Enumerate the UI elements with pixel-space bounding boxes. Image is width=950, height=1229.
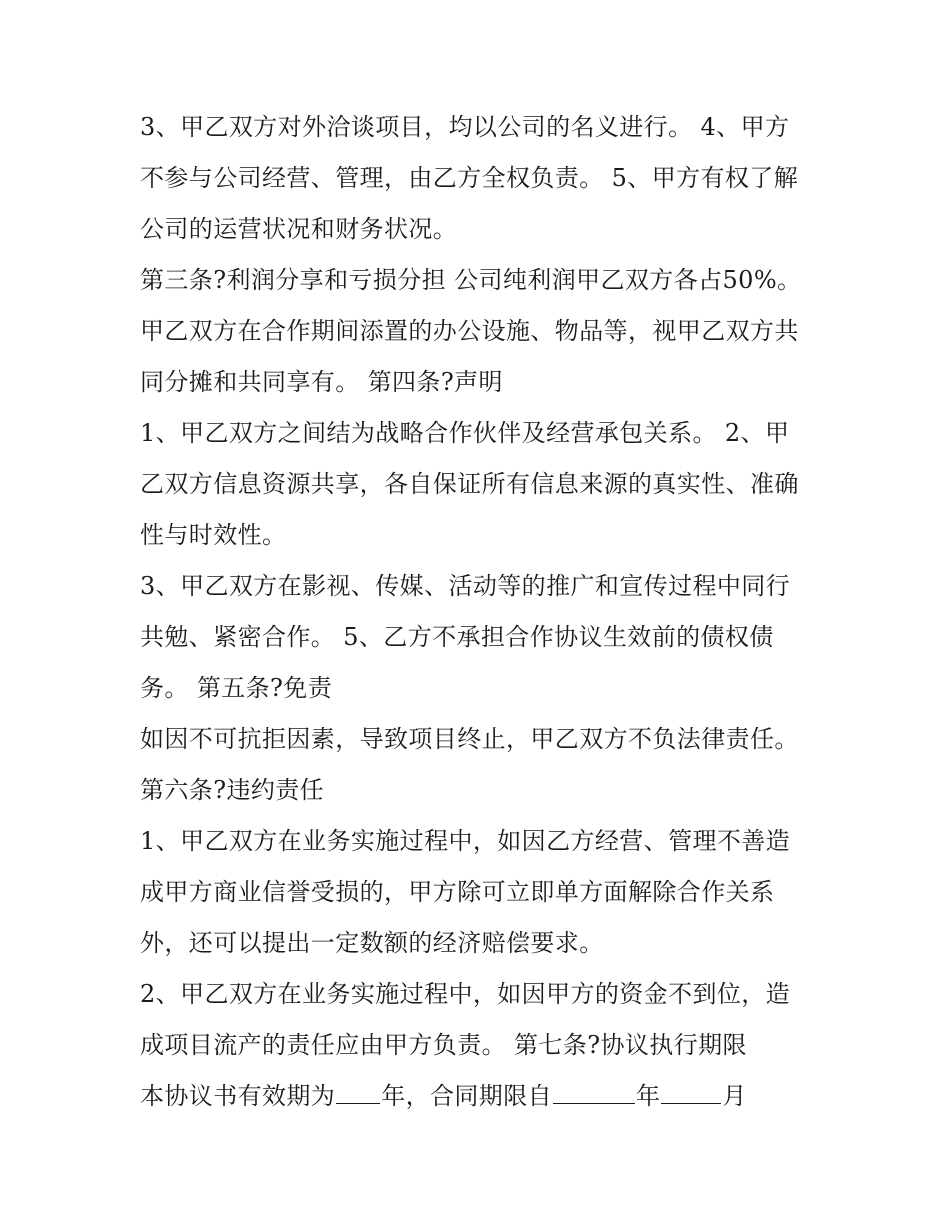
text-line: 不参与公司经营、管理，由乙方全权负责。 5、甲方有权了解 <box>140 164 799 192</box>
text-line: 1、甲乙双方在业务实施过程中，如因乙方经营、管理不善造 <box>140 827 791 855</box>
term-text-year: 年 <box>636 1082 661 1110</box>
text-line: 同分摊和共同享有。 第四条?声明 <box>140 368 503 396</box>
text-line: 公司的运营状况和财务状况。 <box>140 215 458 243</box>
term-text-period: 年，合同期限自 <box>381 1082 553 1110</box>
text-line: 3、甲乙双方对外洽谈项目，均以公司的名义进行。 4、甲方 <box>140 113 790 141</box>
term-text-validity: 本协议书有效期为 <box>140 1082 336 1110</box>
text-line: 乙双方信息资源共享，各自保证所有信息来源的真实性、准确 <box>140 470 799 498</box>
blank-start-month-field[interactable] <box>661 1073 721 1104</box>
text-line: 成项目流产的责任应由甲方负责。 第七条?协议执行期限 <box>140 1031 747 1059</box>
blank-years-field[interactable] <box>336 1073 380 1104</box>
blank-start-year-field[interactable] <box>553 1073 635 1104</box>
term-line <box>140 1071 820 1122</box>
text-line: 1、甲乙双方之间结为战略合作伙伴及经营承包关系。 2、甲 <box>140 419 790 447</box>
text-line: 甲乙双方在合作期间添置的办公设施、物品等，视甲乙双方共 <box>140 317 799 345</box>
text-line: 2、甲乙双方在业务实施过程中，如因甲方的资金不到位，造 <box>140 980 791 1008</box>
text-line: 第六条?违约责任 <box>140 776 325 804</box>
text-line: 性与时效性。 <box>140 521 287 549</box>
text-line: 如因不可抗拒因素，导致项目终止，甲乙双方不负法律责任。 <box>140 725 799 753</box>
text-line: 第三条?利润分享和亏损分担 公司纯利润甲乙双方各占50%。 <box>140 266 802 294</box>
text-line: 共勉、紧密合作。 5、乙方不承担合作协议生效前的债权债 <box>140 623 774 651</box>
text-line: 成甲方商业信誉受损的，甲方除可立即单方面解除合作关系 <box>140 878 775 906</box>
term-text-month: 月 <box>722 1082 747 1110</box>
text-line: 3、甲乙双方在影视、传媒、活动等的推广和宣传过程中同行 <box>140 572 791 600</box>
text-line: 外，还可以提出一定数额的经济赔偿要求。 <box>140 929 604 957</box>
text-line: 务。 第五条?免责 <box>140 674 333 702</box>
document-body <box>140 102 820 1122</box>
